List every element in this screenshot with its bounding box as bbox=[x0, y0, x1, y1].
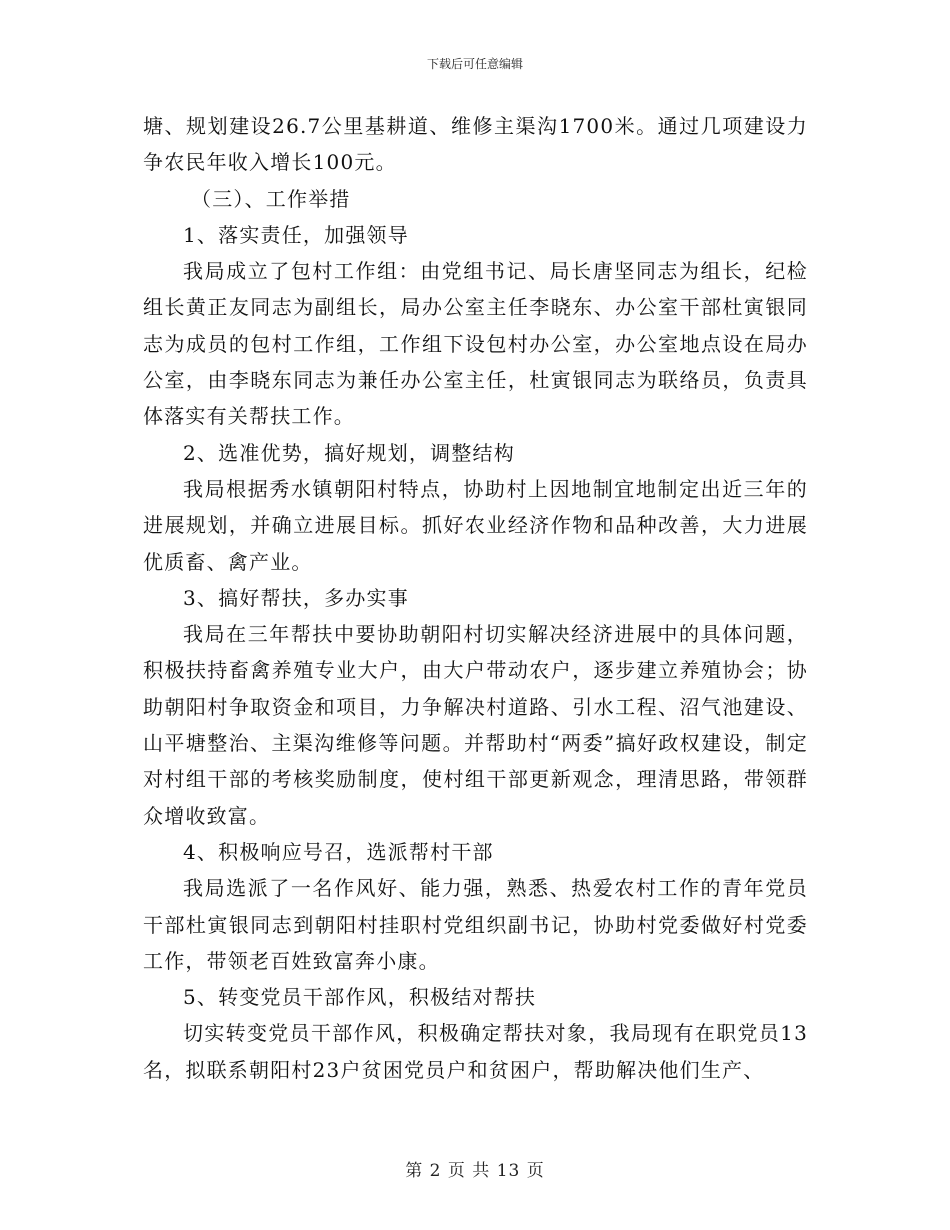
page-header-note: 下载后可任意编辑 bbox=[426, 57, 523, 71]
document-body bbox=[143, 108, 808, 1088]
subheading-cadre-selection: 4、积极响应号召，选派帮村干部 bbox=[183, 839, 494, 864]
page-number: 第 2 页 共 13 页 bbox=[405, 1161, 545, 1181]
subheading-assistance: 3、搞好帮扶，多办实事 bbox=[183, 585, 409, 610]
paragraph-assistance: 我局在三年帮扶中要协助朝阳村切实解决经济进展中的具体问题，积极扶持畜禽养殖专业大户，由大户带动农户，逐步建立养殖协会；协助朝阳村争取资金和项目，力争解决村道路、引水工程、沼气池建设、山平塘整治、主渠沟维修等问题。并帮助村“两委”搞好政权建设，制定对村组干部的考核奖励制度，使村组干部更新观念，理清思路，带领群众增收致富。 bbox=[143, 622, 808, 828]
paragraph-style-change: 切实转变党员干部作风，积极确定帮扶对象，我局现有在职党员13名，拟联系朝阳村23户贫困党员户和贫困户，帮助解决他们生产、 bbox=[143, 1021, 808, 1082]
paragraph-planning: 我局根据秀水镇朝阳村特点，协助村上因地制宜地制定出近三年的进展规划，并确立进展目标。抓好农业经济作物和品种改善，大力进展优质畜、禽产业。 bbox=[143, 476, 808, 574]
paragraph-continuation: 塘、规划建设26.7公里基耕道、维修主渠沟1700米。通过几项建设力争农民年收入增长100元。 bbox=[143, 114, 808, 175]
paragraph-cadre-selection: 我局选派了一名作风好、能力强，熟悉、热爱农村工作的青年党员干部杜寅银同志到朝阳村挂职村党组织副书记，协助村党委做好村党委工作，带领老百姓致富奔小康。 bbox=[143, 876, 808, 973]
subheading-responsibility: 1、落实责任，加强领导 bbox=[183, 222, 409, 247]
subheading-style-change: 5、转变党员干部作风，积极结对帮扶 bbox=[183, 985, 537, 1010]
subheading-planning: 2、选准优势，搞好规划，调整结构 bbox=[183, 440, 515, 465]
section-heading-work-measures: （三）、工作举措 bbox=[191, 186, 351, 211]
paragraph-work-group: 我局成立了包村工作组：由党组书记、局长唐坚同志为组长，纪检组长黄正友同志为副组长，局办公室主任李晓东、办公室干部杜寅银同志为成员的包村工作组，工作组下设包村办公室，办公室地点设在局办公室，由李晓东同志为兼任办公室主任，杜寅银同志为联络员，负责具体落实有关帮扶工作。 bbox=[143, 259, 808, 429]
